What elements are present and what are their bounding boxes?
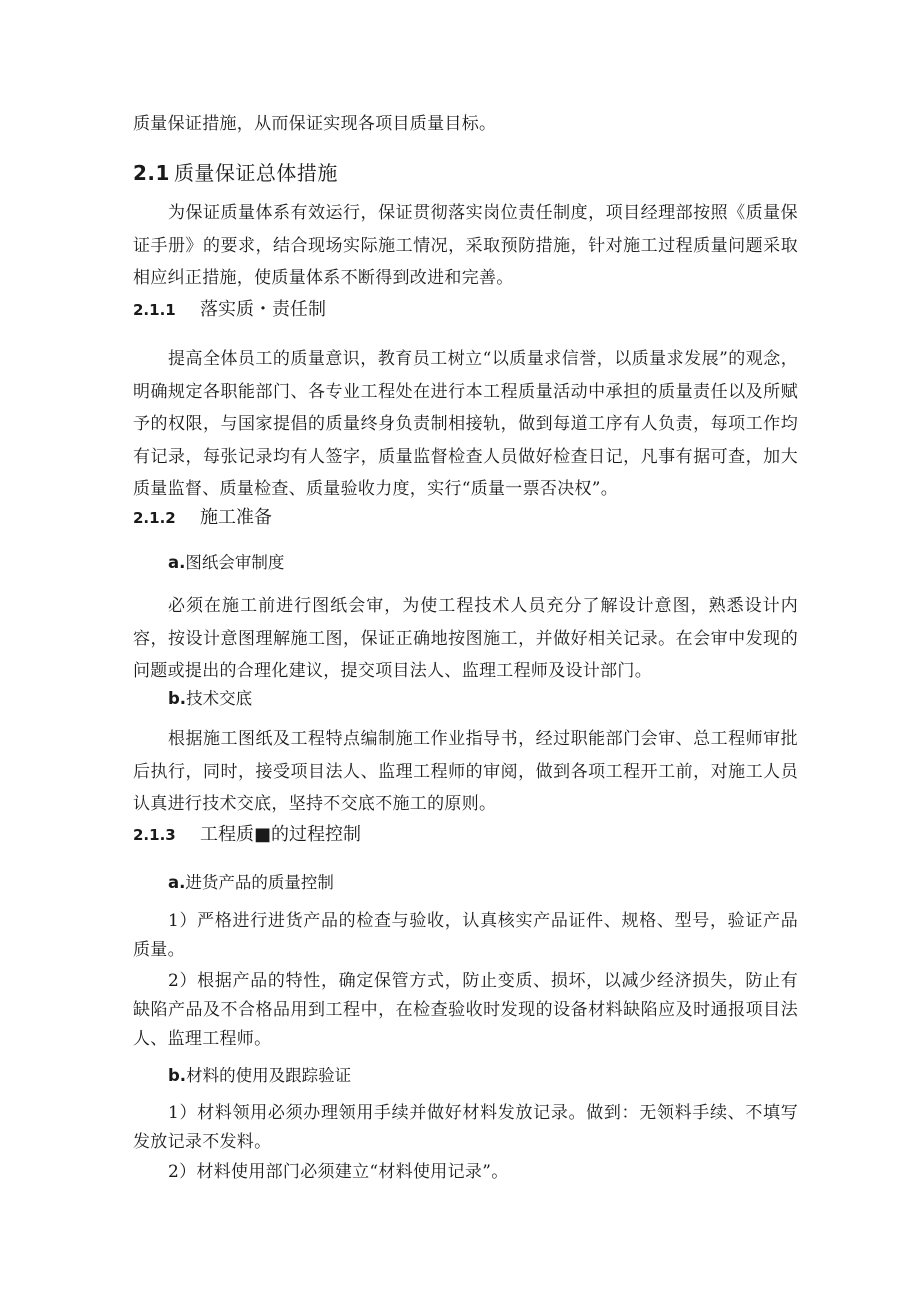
section-2-1-heading (133, 160, 798, 186)
list-item: 2）根据产品的特性，确定保管方式，防止变质、损坏，以减少经济损失，防止有缺陷产品及不合格品用到工程中，在检查验收时发现的设备材料缺陷应及时通报项目法人、监理工程师。 (133, 971, 798, 1049)
section-2-1-2-heading (133, 506, 798, 530)
section-title: 质量保证总体措施 (173, 161, 338, 185)
section-number: 2.1.2 (133, 509, 176, 527)
subsection-a-heading (168, 871, 768, 895)
intro-paragraph: 质量保证措施，从而保证实现各项目质量目标。 (133, 114, 497, 134)
list-item: 2）材料使用部门必须建立“材料使用记录”。 (168, 1162, 509, 1182)
subsection-letter: a. (168, 873, 186, 892)
list-item: 1）严格进行进货产品的检查与验收，认真核实产品证件、规格、型号，验证产品质量。 (133, 911, 798, 960)
list-item: 1）材料领用必须办理领用手续并做好材料发放记录。做到：无领料手续、不填写发放记录不发料。 (133, 1103, 798, 1152)
subsection-title: 进货产品的质量控制 (185, 873, 334, 892)
section-title: 落实质・责任制 (200, 299, 326, 320)
section-2-1-body: 为保证质量体系有效运行，保证贯彻落实岗位责任制度，项目经理部按照《质量保证手册》的要求，结合现场实际施工情况，采取预防措施，针对施工过程质量问题采取相应纠正措施，使质量体系不断得到改进和完善。 (133, 203, 798, 288)
section-2-1-1-body: 提高全体员工的质量意识，教育员工树立“以质量求信誉，以质量求发展”的观念，明确规定各职能部门、各专业工程处在进行本工程质量活动中承担的质量责任以及所赋予的权限，与国家提倡的质量终身负责制相接轨，做到每道工序有人负责，每项工作均有记录，每张记录均有人签字，质量监督检查人员做好检查日记，凡事有据可查，加大质量监督、质量检查、质量验收力度，实行“质量一票否决权”。 (133, 349, 798, 499)
subsection-title: 材料的使用及跟踪验证 (186, 1066, 352, 1085)
subsection-a-heading (168, 551, 768, 575)
section-title: 工程质■的过程控制 (200, 824, 362, 845)
section-title: 施工准备 (200, 507, 272, 528)
section-number: 2.1.1 (133, 301, 176, 319)
section-2-1-3-heading (133, 823, 798, 847)
subsection-letter: b. (168, 1066, 187, 1085)
subsection-letter: b. (168, 689, 187, 708)
section-number: 2.1.3 (133, 826, 176, 844)
subsection-title: 技术交底 (186, 689, 253, 708)
subsection-a-body: 必须在施工前进行图纸会审，为使工程技术人员充分了解设计意图，熟悉设计内容，按设计意图理解施工图，保证正确地按图施工，并做好相关记录。在会审中发现的问题或提出的合理化建议，提交项目法人、监理工程师及设计部门。 (133, 596, 798, 681)
section-2-1-1-heading (133, 298, 798, 322)
subsection-b-body: 根据施工图纸及工程特点编制施工作业指导书，经过职能部门会审、总工程师审批后执行，同时，接受项目法人、监理工程师的审阅，做到各项工程开工前，对施工人员认真进行技术交底，坚持不交底不施工的原则。 (133, 729, 798, 814)
subsection-b-heading (168, 687, 768, 711)
subsection-title: 图纸会审制度 (185, 553, 285, 572)
subsection-letter: a. (168, 553, 186, 572)
subsection-b-heading (168, 1064, 768, 1088)
section-number: 2.1 (133, 161, 170, 185)
